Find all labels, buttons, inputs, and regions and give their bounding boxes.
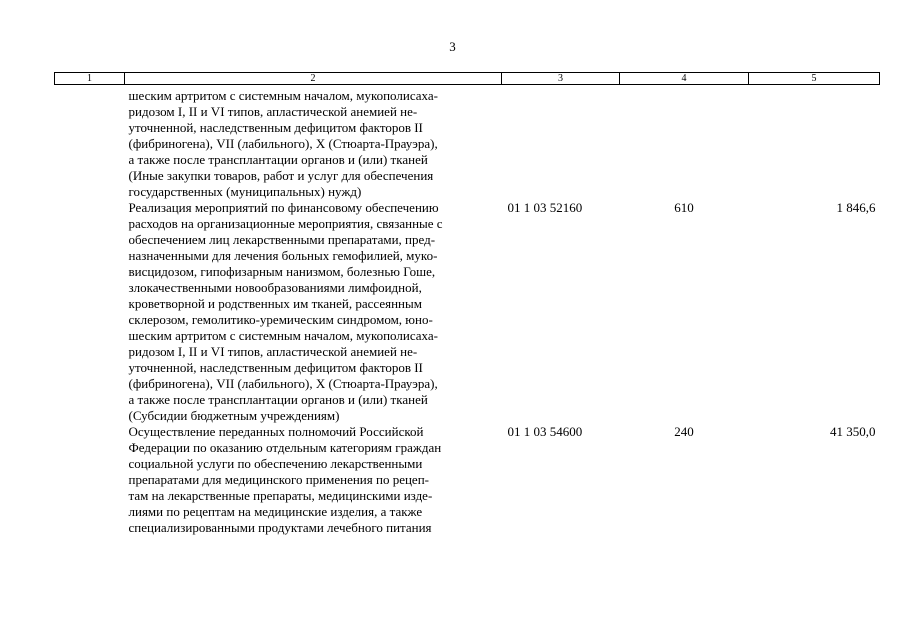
description-line: социальной услуги по обеспечению лекарственными bbox=[128, 456, 423, 471]
code-cell: 01 1 03 54600 bbox=[507, 424, 583, 439]
description-line: (Субсидии бюджетным учреждениям) bbox=[128, 408, 340, 423]
table-row bbox=[55, 85, 880, 201]
description-line: Осуществление переданных полномочий Российской bbox=[128, 424, 424, 439]
row-index-cell bbox=[55, 424, 125, 536]
description-line: злокачественными новообразованиями лимфоидной, bbox=[128, 280, 422, 295]
column-number-5: 5 bbox=[749, 73, 880, 85]
amount-cell: 1 846,6 bbox=[836, 200, 876, 215]
table-row bbox=[55, 200, 880, 424]
description-line: специализированными продуктами лечебного питания bbox=[128, 520, 432, 535]
description-line: шеским артритом с системным началом, мукополисаха- bbox=[128, 88, 438, 103]
description-line: а также после трансплантации органов и (или) тканей bbox=[128, 392, 428, 407]
description-cell bbox=[125, 85, 502, 201]
description-cell bbox=[125, 200, 502, 424]
budget-table bbox=[54, 72, 880, 536]
table-header-row bbox=[55, 73, 880, 85]
description-line: склерозом, гемолитико-уремическим синдромом, юно- bbox=[128, 312, 433, 327]
row-index-cell bbox=[55, 85, 125, 201]
description-line: уточненной, наследственным дефицитом факторов II bbox=[128, 120, 423, 135]
description-line: лиями по рецептам на медицинские изделия, а также bbox=[128, 504, 423, 519]
description-line: Федерации по оказанию отдельным категориям граждан bbox=[128, 440, 442, 455]
column-number-3: 3 bbox=[502, 73, 620, 85]
description-line: препаратами для медицинского применения по рецеп- bbox=[128, 472, 429, 487]
description-line: назначенными для лечения больных гемофилией, муко- bbox=[128, 248, 438, 263]
table-row bbox=[55, 424, 880, 536]
description-line: (фибриногена), VII (лабильного), X (Стюарта-Прауэра), bbox=[128, 136, 438, 151]
description-line: обеспечением лиц лекарственными препаратами, пред- bbox=[128, 232, 436, 247]
description-line: государственных (муниципальных) нужд) bbox=[128, 184, 362, 199]
description-line: расходов на организационные мероприятия, связанные с bbox=[128, 216, 443, 231]
amount-cell: 41 350,0 bbox=[830, 424, 876, 439]
description-line: кроветворной и родственных им тканей, рассеянным bbox=[128, 296, 422, 311]
description-line: (фибриногена), VII (лабильного), X (Стюарта-Прауэра), bbox=[128, 376, 438, 391]
expense-type-cell: 610 bbox=[674, 200, 694, 215]
code-cell: 01 1 03 52160 bbox=[507, 200, 583, 215]
description-cell bbox=[125, 424, 502, 536]
column-number-4: 4 bbox=[620, 73, 749, 85]
page-number: 3 bbox=[449, 39, 456, 54]
description-line: висцидозом, гипофизарным нанизмом, болезнью Гоше, bbox=[128, 264, 436, 279]
description-line: там на лекарственные препараты, медицинскими изде- bbox=[128, 488, 433, 503]
description-line: ридозом I, II и VI типов, апластической анемией не- bbox=[128, 344, 418, 359]
column-number-2: 2 bbox=[125, 73, 502, 85]
description-line: а также после трансплантации органов и (или) тканей bbox=[128, 152, 428, 167]
description-line: Реализация мероприятий по финансовому обеспечению bbox=[128, 200, 439, 215]
expense-type-cell bbox=[620, 85, 749, 201]
row-index-cell bbox=[55, 200, 125, 424]
description-line: уточненной, наследственным дефицитом факторов II bbox=[128, 360, 423, 375]
expense-type-cell: 240 bbox=[674, 424, 694, 439]
column-number-1: 1 bbox=[55, 73, 125, 85]
description-line: шеским артритом с системным началом, мукополисаха- bbox=[128, 328, 438, 343]
description-line: (Иные закупки товаров, работ и услуг для обеспечения bbox=[128, 168, 434, 183]
amount-cell bbox=[749, 85, 880, 201]
code-cell bbox=[502, 85, 620, 201]
description-line: ридозом I, II и VI типов, апластической анемией не- bbox=[128, 104, 418, 119]
